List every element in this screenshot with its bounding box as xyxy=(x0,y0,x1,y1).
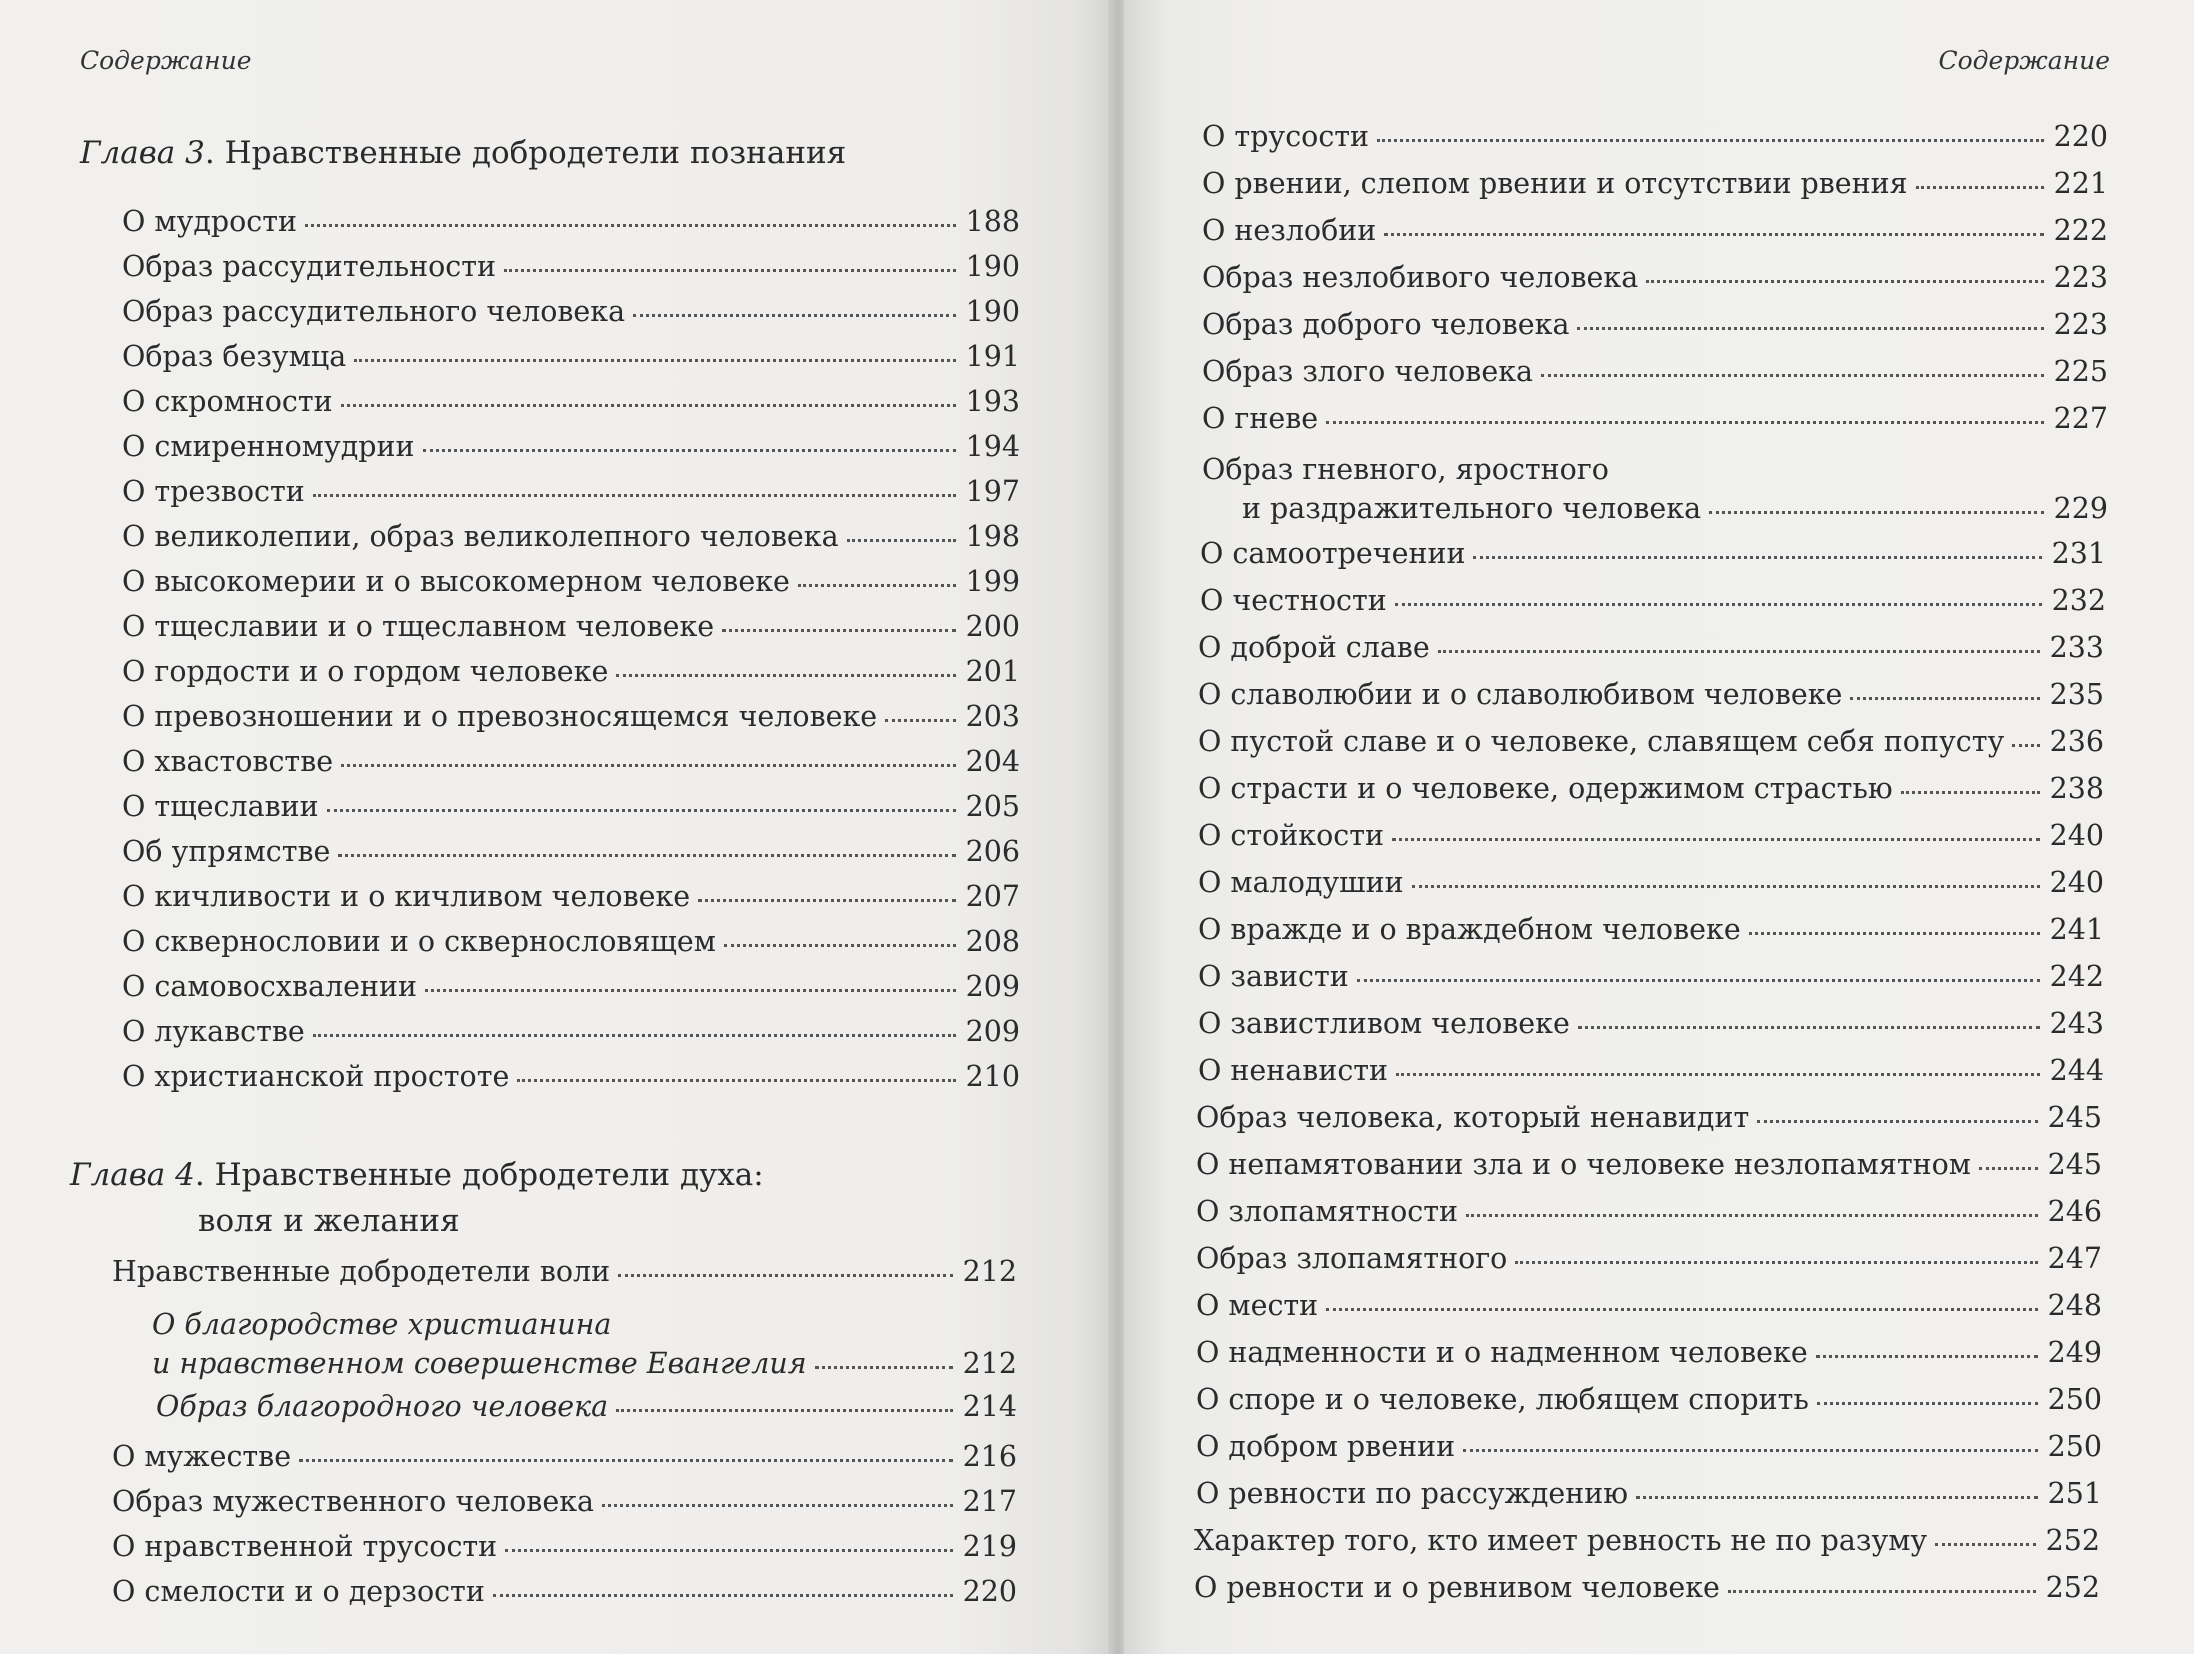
toc-leader-dots xyxy=(1646,276,2043,283)
toc-entry[interactable] xyxy=(1198,913,2104,946)
toc-entry-title: О мести xyxy=(1196,1289,1319,1322)
toc-page-number: 216 xyxy=(962,1440,1017,1473)
toc-leader-dots xyxy=(724,940,956,947)
toc-page-number: 229 xyxy=(2053,492,2108,525)
toc-entry-title: Образ безумца xyxy=(122,340,347,373)
toc-page-number: 244 xyxy=(2049,1054,2104,1087)
toc-entry[interactable] xyxy=(1198,678,2104,711)
toc-page-number: 232 xyxy=(2051,584,2106,617)
toc-entry-title: Образ мужественного человека xyxy=(112,1485,595,1518)
toc-entry[interactable] xyxy=(122,475,1020,508)
toc-entry-title: О трусости xyxy=(1202,120,1370,153)
toc-page-number: 191 xyxy=(965,340,1020,373)
toc-entry-title: О нравственной трусости xyxy=(112,1530,498,1563)
toc-entry[interactable] xyxy=(1198,819,2104,852)
toc-entry-title: О высокомерии и о высокомерном человеке xyxy=(122,565,790,598)
toc-entry[interactable] xyxy=(122,610,1020,643)
toc-page-number: 238 xyxy=(2049,772,2104,805)
toc-entry-title: О превозношении и о превозносящемся человеке xyxy=(122,700,878,733)
toc-page-number: 236 xyxy=(2049,725,2104,758)
toc-leader-dots xyxy=(1412,881,2040,888)
toc-entry[interactable] xyxy=(1198,631,2104,664)
toc-leader-dots xyxy=(618,1270,952,1277)
toc-entry-title: О стойкости xyxy=(1198,819,1385,852)
toc-entry[interactable] xyxy=(1198,1054,2104,1087)
toc-leader-dots xyxy=(885,715,955,722)
toc-entry-title: О ревности и о ревнивом человеке xyxy=(1194,1571,1720,1604)
toc-entry-title: О хвастовстве xyxy=(122,745,334,778)
toc-leader-dots xyxy=(1935,1539,2035,1546)
toc-entry-title: и нравственном совершенстве Евангелия xyxy=(152,1347,807,1380)
chapter-4-heading xyxy=(70,1152,764,1244)
toc-leader-dots xyxy=(505,1545,952,1552)
toc-entry[interactable] xyxy=(1194,1571,2100,1604)
toc-leader-dots xyxy=(1757,1116,2037,1123)
toc-page-number: 241 xyxy=(2049,913,2104,946)
toc-leader-dots xyxy=(602,1500,953,1507)
chapter-3-title: . Нравственные добродетели познания xyxy=(204,135,847,171)
toc-entry-title: Образ незлобивого человека xyxy=(1202,261,1639,294)
toc-entry[interactable] xyxy=(122,565,1020,598)
toc-entry[interactable] xyxy=(122,970,1020,1003)
toc-page-number: 201 xyxy=(965,655,1020,688)
toc-leader-dots xyxy=(341,400,956,407)
toc-entry[interactable] xyxy=(122,880,1020,913)
toc-entry-title: О скромности xyxy=(122,385,333,418)
toc-entry-title: Образ человека, который ненавидит xyxy=(1196,1101,1750,1134)
toc-entry-title: О надменности и о надменном человеке xyxy=(1196,1336,1808,1369)
toc-entry-title: Образ рассудительности xyxy=(122,250,496,283)
toc-leader-dots xyxy=(1816,1351,2038,1358)
toc-leader-dots xyxy=(1578,1022,2040,1029)
toc-entry-title: О самоотречении xyxy=(1200,537,1466,570)
toc-page-number: 248 xyxy=(2047,1289,2102,1322)
toc-leader-dots xyxy=(1916,182,2044,189)
toc-leader-dots xyxy=(1326,1304,2037,1311)
toc-leader-dots xyxy=(305,220,956,227)
toc-entry[interactable] xyxy=(122,745,1020,778)
toc-leader-dots xyxy=(1326,417,2043,424)
toc-page-number: 240 xyxy=(2049,866,2104,899)
toc-page-number: 223 xyxy=(2053,308,2108,341)
toc-entry-title: О добром рвении xyxy=(1196,1430,1456,1463)
toc-entry-title: О споре и о человеке, любящем спорить xyxy=(1196,1383,1809,1416)
toc-leader-dots xyxy=(299,1455,953,1462)
toc-entry[interactable] xyxy=(122,520,1020,553)
toc-entry-title: О трезвости xyxy=(122,475,305,508)
toc-leader-dots xyxy=(425,985,956,992)
toc-leader-dots xyxy=(1850,693,2039,700)
running-head-right: Содержание xyxy=(1938,46,2110,75)
toc-entry[interactable] xyxy=(122,925,1020,958)
toc-page-number: 214 xyxy=(962,1390,1017,1423)
toc-leader-dots xyxy=(1636,1492,2038,1499)
toc-page-number: 222 xyxy=(2053,214,2108,247)
toc-entry[interactable] xyxy=(1196,1383,2102,1416)
toc-entry[interactable] xyxy=(112,1485,1017,1518)
toc-entry-title: Образ злопамятного xyxy=(1196,1242,1508,1275)
toc-page-number: 198 xyxy=(965,520,1020,553)
toc-entry-title-line1: О благородстве христианина xyxy=(152,1308,612,1341)
toc-entry-title: О великолепии, образ великолепного человека xyxy=(122,520,839,553)
toc-leader-dots xyxy=(1377,135,2044,142)
toc-entry[interactable] xyxy=(1202,402,2108,435)
toc-entry-title: О зависти xyxy=(1198,960,1349,993)
toc-entry[interactable] xyxy=(1202,214,2108,247)
toc-page-number: 212 xyxy=(962,1347,1017,1380)
toc-leader-dots xyxy=(1817,1398,2038,1405)
toc-entry[interactable] xyxy=(1196,1430,2102,1463)
toc-page-number: 207 xyxy=(965,880,1020,913)
toc-entry[interactable] xyxy=(122,205,1020,238)
toc-entry-title: О гневе xyxy=(1202,402,1319,435)
toc-entry[interactable] xyxy=(122,835,1020,868)
toc-entry-title: Об упрямстве xyxy=(122,835,331,868)
toc-leader-dots xyxy=(313,490,956,497)
toc-entry[interactable] xyxy=(152,1303,1017,1380)
toc-entry-title: Нравственные добродетели воли xyxy=(112,1255,611,1288)
toc-page-number: 247 xyxy=(2047,1242,2102,1275)
toc-leader-dots xyxy=(1384,229,2043,236)
toc-entry-title: Образ злого человека xyxy=(1202,355,1534,388)
toc-entry[interactable] xyxy=(122,340,1020,373)
toc-leader-dots xyxy=(1901,787,2040,794)
toc-entry-title: О ненависти xyxy=(1198,1054,1389,1087)
toc-leader-dots xyxy=(1749,928,2040,935)
toc-entry[interactable] xyxy=(122,430,1020,463)
toc-entry[interactable] xyxy=(1202,261,2108,294)
toc-entry[interactable] xyxy=(1202,308,2108,341)
toc-entry[interactable] xyxy=(1202,120,2108,153)
toc-page-number: 233 xyxy=(2049,631,2104,664)
toc-page-number: 223 xyxy=(2053,261,2108,294)
toc-entry-title: О ревности по рассуждению xyxy=(1196,1477,1629,1510)
toc-page-number: 245 xyxy=(2047,1148,2102,1181)
toc-page-number: 206 xyxy=(965,835,1020,868)
toc-page-number: 200 xyxy=(965,610,1020,643)
toc-page-number: 235 xyxy=(2049,678,2104,711)
toc-entry[interactable] xyxy=(1198,772,2104,805)
toc-entry[interactable] xyxy=(1196,1101,2102,1134)
chapter-3-label: Глава 3 xyxy=(80,135,205,171)
toc-page-number: 197 xyxy=(965,475,1020,508)
toc-leader-dots xyxy=(338,850,955,857)
toc-entry[interactable] xyxy=(112,1440,1017,1473)
toc-entry[interactable] xyxy=(122,655,1020,688)
toc-leader-dots xyxy=(1979,1163,2038,1170)
toc-entry-title: О непамятовании зла и о человеке незлопамятном xyxy=(1196,1148,1971,1181)
toc-entry-title: О лукавстве xyxy=(122,1015,305,1048)
toc-entry[interactable] xyxy=(112,1575,1017,1608)
toc-entry-title: О вражде и о враждебном человеке xyxy=(1198,913,1741,946)
toc-entry[interactable] xyxy=(112,1255,1017,1288)
toc-entry[interactable] xyxy=(122,700,1020,733)
toc-leader-dots xyxy=(1395,599,2042,606)
toc-page-number: 217 xyxy=(962,1485,1017,1518)
toc-entry[interactable] xyxy=(122,790,1020,823)
right-page xyxy=(1124,0,2194,1654)
chapter-4-label: Глава 4 xyxy=(70,1157,195,1193)
toc-leader-dots xyxy=(493,1590,953,1597)
toc-leader-dots xyxy=(354,355,955,362)
toc-page-number: 194 xyxy=(965,430,1020,463)
chapter-4-title: . Нравственные добродетели духа: xyxy=(194,1157,764,1193)
toc-entry[interactable] xyxy=(122,250,1020,283)
toc-leader-dots xyxy=(1577,323,2043,330)
toc-entry[interactable] xyxy=(1202,355,2108,388)
toc-leader-dots xyxy=(722,625,955,632)
toc-entry-title: О малодушии xyxy=(1198,866,1404,899)
toc-page-number: 210 xyxy=(965,1060,1020,1093)
toc-leader-dots xyxy=(1463,1445,2038,1452)
toc-entry-title: Образ рассудительного человека xyxy=(122,295,626,328)
toc-entry[interactable] xyxy=(1202,448,2108,525)
toc-entry-title: О злопамятности xyxy=(1196,1195,1459,1228)
toc-entry[interactable] xyxy=(1196,1242,2102,1275)
toc-entry-title: О тщеславии и о тщеславном человеке xyxy=(122,610,715,643)
toc-page-number: 225 xyxy=(2053,355,2108,388)
toc-page-number: 203 xyxy=(965,700,1020,733)
toc-entry-title: и раздражительного человека xyxy=(1242,492,1702,525)
toc-entry[interactable] xyxy=(122,1060,1020,1093)
toc-page-number: 199 xyxy=(965,565,1020,598)
toc-entry[interactable] xyxy=(1200,584,2106,617)
toc-page-number: 219 xyxy=(962,1530,1017,1563)
toc-entry-title: Образ благородного человека xyxy=(156,1390,609,1423)
toc-page-number: 243 xyxy=(2049,1007,2104,1040)
toc-leader-dots xyxy=(1396,1069,2040,1076)
toc-leader-dots xyxy=(633,310,956,317)
toc-entry-title: О славолюбии и о славолюбивом человеке xyxy=(1198,678,1843,711)
toc-entry-title: О кичливости и о кичливом человеке xyxy=(122,880,691,913)
toc-entry-title: О доброй славе xyxy=(1198,631,1430,664)
toc-leader-dots xyxy=(2012,740,2039,747)
running-head-left: Содержание xyxy=(80,46,252,75)
toc-leader-dots xyxy=(815,1362,953,1369)
toc-entry[interactable] xyxy=(1196,1477,2102,1510)
toc-entry[interactable] xyxy=(122,385,1020,418)
toc-page-number: 231 xyxy=(2051,537,2106,570)
toc-entry-title: О завистливом человеке xyxy=(1198,1007,1570,1040)
toc-leader-dots xyxy=(1515,1257,2037,1264)
chapter-4-subtitle: воля и желания xyxy=(198,1203,460,1239)
toc-leader-dots xyxy=(798,580,956,587)
toc-leader-dots xyxy=(616,1405,953,1412)
toc-entry[interactable] xyxy=(1196,1195,2102,1228)
toc-page-number: 190 xyxy=(965,295,1020,328)
toc-page-number: 209 xyxy=(965,970,1020,1003)
toc-entry-title: О христианской простоте xyxy=(122,1060,510,1093)
toc-page-number: 188 xyxy=(965,205,1020,238)
toc-page-number: 212 xyxy=(962,1255,1017,1288)
toc-page-number: 193 xyxy=(965,385,1020,418)
toc-entry-title: О сквернословии и о сквернословящем xyxy=(122,925,716,958)
toc-leader-dots xyxy=(517,1075,955,1082)
toc-entry[interactable] xyxy=(112,1530,1017,1563)
toc-leader-dots xyxy=(1438,646,2040,653)
toc-page-number: 209 xyxy=(965,1015,1020,1048)
toc-entry-title: О тщеславии xyxy=(122,790,319,823)
toc-page-number: 252 xyxy=(2045,1571,2100,1604)
toc-entry[interactable] xyxy=(1198,1007,2104,1040)
toc-page-number: 221 xyxy=(2053,167,2108,200)
toc-leader-dots xyxy=(423,445,956,452)
toc-leader-dots xyxy=(1392,834,2040,841)
toc-leader-dots xyxy=(504,265,956,272)
toc-page-number: 245 xyxy=(2047,1101,2102,1134)
toc-leader-dots xyxy=(616,670,955,677)
toc-entry-title: Характер того, кто имеет ревность не по разуму xyxy=(1194,1524,1928,1557)
toc-entry-title-line1: Образ гневного, яростного xyxy=(1202,453,1609,486)
toc-leader-dots xyxy=(1728,1586,2036,1593)
toc-entry-title: О смиренномудрии xyxy=(122,430,415,463)
toc-page-number: 251 xyxy=(2047,1477,2102,1510)
toc-leader-dots xyxy=(1466,1210,2038,1217)
toc-leader-dots xyxy=(1541,370,2044,377)
toc-entry-title: О пустой славе и о человеке, славящем себя попусту xyxy=(1198,725,2005,758)
toc-entry-title: О смелости и о дерзости xyxy=(112,1575,485,1608)
toc-page-number: 246 xyxy=(2047,1195,2102,1228)
toc-page-number: 250 xyxy=(2047,1430,2102,1463)
toc-leader-dots xyxy=(1473,552,2041,559)
toc-leader-dots xyxy=(313,1030,956,1037)
toc-page-number: 220 xyxy=(2053,120,2108,153)
toc-leader-dots xyxy=(1357,975,2040,982)
toc-entry[interactable] xyxy=(156,1390,1017,1423)
toc-page-number: 227 xyxy=(2053,402,2108,435)
toc-page-number: 204 xyxy=(965,745,1020,778)
toc-entry[interactable] xyxy=(1202,167,2108,200)
toc-page-number: 250 xyxy=(2047,1383,2102,1416)
toc-page-number: 240 xyxy=(2049,819,2104,852)
toc-entry[interactable] xyxy=(1200,537,2106,570)
toc-entry[interactable] xyxy=(1198,725,2104,758)
toc-entry[interactable] xyxy=(1194,1524,2100,1557)
toc-leader-dots xyxy=(847,535,956,542)
toc-page-number: 242 xyxy=(2049,960,2104,993)
toc-page-number: 252 xyxy=(2045,1524,2100,1557)
toc-entry-title: О самовосхвалении xyxy=(122,970,417,1003)
toc-entry[interactable] xyxy=(1198,866,2104,899)
toc-entry-title: О гордости и о гордом человеке xyxy=(122,655,609,688)
toc-page-number: 208 xyxy=(965,925,1020,958)
toc-entry[interactable] xyxy=(1196,1148,2102,1181)
chapter-3-heading xyxy=(80,130,846,176)
toc-entry-title: О мужестве xyxy=(112,1440,292,1473)
toc-entry-title: О рвении, слепом рвении и отсутствии рвения xyxy=(1202,167,1908,200)
toc-leader-dots xyxy=(1709,507,2044,514)
toc-page-number: 190 xyxy=(965,250,1020,283)
toc-leader-dots xyxy=(698,895,955,902)
toc-entry[interactable] xyxy=(1198,960,2104,993)
toc-page-number: 220 xyxy=(962,1575,1017,1608)
toc-entry[interactable] xyxy=(1196,1289,2102,1322)
toc-leader-dots xyxy=(327,805,956,812)
toc-entry-title: О мудрости xyxy=(122,205,298,238)
toc-entry-title: О незлобии xyxy=(1202,214,1377,247)
toc-entry[interactable] xyxy=(122,295,1020,328)
toc-entry-title: О честности xyxy=(1200,584,1387,617)
toc-entry-title: О страсти и о человеке, одержимом страстью xyxy=(1198,772,1893,805)
toc-page-number: 249 xyxy=(2047,1336,2102,1369)
toc-entry[interactable] xyxy=(122,1015,1020,1048)
toc-entry[interactable] xyxy=(1196,1336,2102,1369)
toc-entry-title: Образ доброго человека xyxy=(1202,308,1570,341)
toc-leader-dots xyxy=(341,760,955,767)
toc-page-number: 205 xyxy=(965,790,1020,823)
